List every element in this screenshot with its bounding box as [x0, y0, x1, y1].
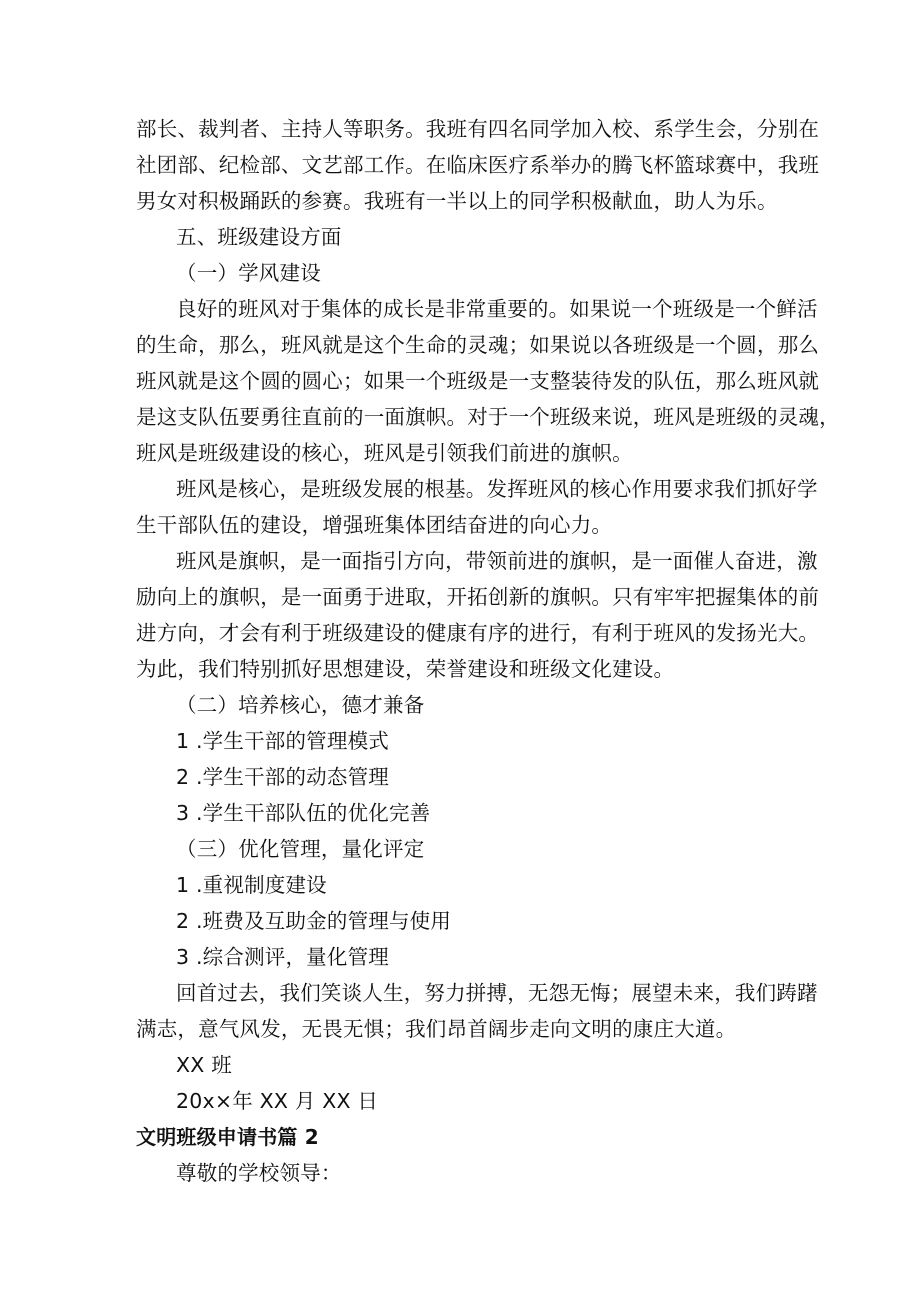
paragraph-line: 男女对积极踊跃的参赛。我班有一半以上的同学积极献血，助人为乐。	[136, 189, 778, 213]
paragraph-line: 回首过去，我们笑谈人生，努力拼搏，无怨无悔；展望未来，我们踌躇	[176, 981, 818, 1005]
paragraph-line: 班风是班级建设的核心，班风是引领我们前进的旗帜。	[136, 441, 633, 465]
salutation: 尊敬的学校领导：	[176, 1161, 342, 1185]
subsection-heading: （一）学风建设	[176, 261, 321, 285]
paragraph-line: 是这支队伍要勇往直前的一面旗帜。对于一个班级来说，班风是班级的灵魂，	[136, 405, 840, 429]
paragraph-line: 的生命，那么，班风就是这个生命的灵魂；如果说以各班级是一个圆，那么	[136, 333, 820, 357]
paragraph-line: 班风就是这个圆的圆心；如果一个班级是一支整装待发的队伍，那么班风就	[136, 369, 820, 393]
paragraph-line: 满志，意气风发，无畏无惧；我们昂首阔步走向文明的康庄大道。	[136, 1017, 737, 1041]
paragraph-line: 励向上的旗帜，是一面勇于进取，开拓创新的旗帜。只有牢牢把握集体的前	[136, 585, 820, 609]
list-item: 1 .学生干部的管理模式	[176, 729, 389, 753]
paragraph-line: 部长、裁判者、主持人等职务。我班有四名同学加入校、系学生会，分别在	[136, 117, 820, 141]
signature-class: XX 班	[176, 1053, 232, 1077]
paragraph-line: 良好的班风对于集体的成长是非常重要的。如果说一个班级是一个鲜活	[176, 297, 818, 321]
subsection-heading: （二）培养核心，德才兼备	[176, 693, 425, 717]
paragraph-line: 班风是核心，是班级发展的根基。发挥班风的核心作用要求我们抓好学	[176, 477, 818, 501]
paragraph-line: 进方向，才会有利于班级建设的健康有序的进行，有利于班风的发扬光大。	[136, 621, 820, 645]
paragraph-line: 生干部队伍的建设，增强班集体团结奋进的向心力。	[136, 513, 613, 537]
list-item: 3 .学生干部队伍的优化完善	[176, 801, 431, 825]
list-item: 3 .综合测评，量化管理	[176, 945, 389, 969]
list-item: 1 .重视制度建设	[176, 873, 327, 897]
subsection-heading: （三）优化管理，量化评定	[176, 837, 425, 861]
paragraph-line: 社团部、纪检部、文艺部工作。在临床医疗系举办的腾飞杯篮球赛中，我班	[136, 153, 820, 177]
paragraph-line: 为此，我们特别抓好思想建设，荣誉建设和班级文化建设。	[136, 657, 675, 681]
list-item: 2 .班费及互助金的管理与使用	[176, 909, 452, 933]
section-heading: 五、班级建设方面	[176, 225, 342, 249]
list-item: 2 .学生干部的动态管理	[176, 765, 389, 789]
signature-date: 20x×年 XX 月 XX 日	[176, 1089, 379, 1113]
section-title: 文明班级申请书篇 2	[136, 1125, 319, 1149]
paragraph-line: 班风是旗帜，是一面指引方向，带领前进的旗帜，是一面催人奋进，激	[176, 549, 818, 573]
